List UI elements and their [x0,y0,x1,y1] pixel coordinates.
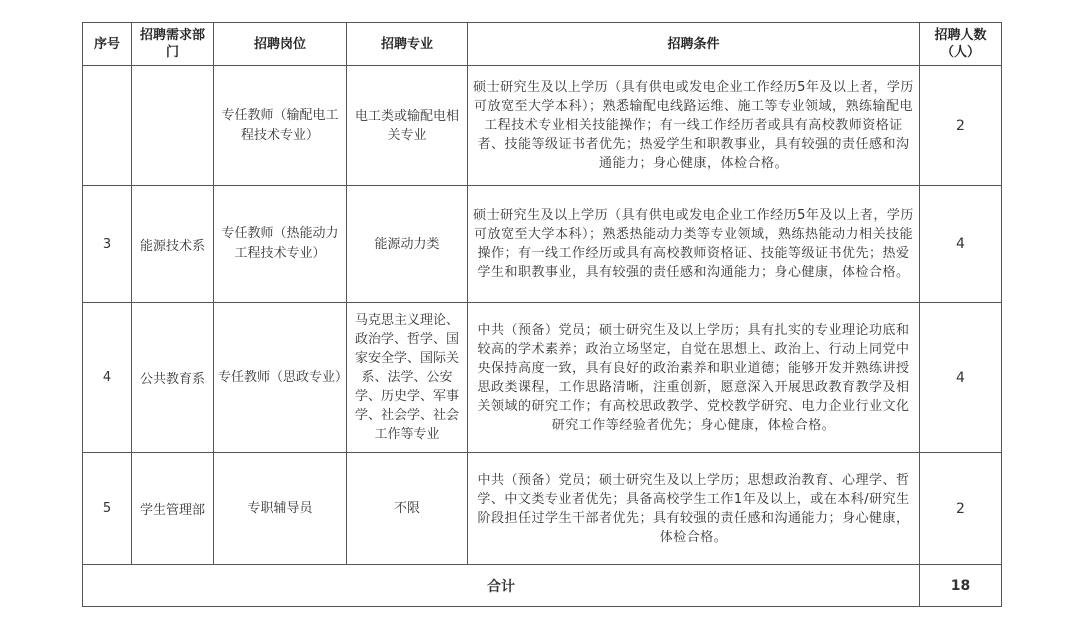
row-dept: 学生管理部 [132,453,214,565]
row-conditions: 中共（预备）党员；硕士研究生及以上学历；思想政治教育、心理学、哲学、中文类专业者优先；具备高校学生工作1年及以上，或在本科/研究生阶段担任过学生干部者优先；具有较强的责任感和沟通能力；身心健康，体检合格。 [468,453,920,565]
header-count: 招聘人数（人） [920,23,1002,66]
total-count: 18 [920,565,1002,607]
header-dept: 招聘需求部门 [132,23,214,66]
table-row [83,66,1002,186]
table-row [83,453,1002,565]
row-dept: 公共教育系 [132,303,214,453]
recruitment-table [82,22,1002,607]
total-label: 合计 [83,565,920,607]
row-major: 电工类或输配电相关专业 [347,66,468,186]
header-index: 序号 [83,23,132,66]
row-count: 4 [920,303,1002,453]
row-dept [132,66,214,186]
row-dept: 能源技术系 [132,186,214,303]
header-row [83,23,1002,66]
row-position: 专任教师（热能动力工程技术专业） [214,186,347,303]
row-index: 5 [83,453,132,565]
header-major: 招聘专业 [347,23,468,66]
row-position: 专任教师（输配电工程技术专业） [214,66,347,186]
row-conditions: 中共（预备）党员；硕士研究生及以上学历；具有扎实的专业理论功底和较高的学术素养；政治立场坚定，自觉在思想上、政治上、行动上同党中央保持高度一致，具有良好的政治素养和职业道德；能够开发并熟练讲授思政类课程，工作思路清晰，注重创新，愿意深入开展思政教育教学及相关领域的研究工作；有高校思政教学、党校教学研究、电力企业行业文化研究工作等经验者优先；身心健康，体检合格。 [468,303,920,453]
row-major: 能源动力类 [347,186,468,303]
row-count: 2 [920,66,1002,186]
row-index: 3 [83,186,132,303]
row-major: 马克思主义理论、政治学、哲学、国家安全学、国际关系、法学、公安学、历史学、军事学、社会学、社会工作等专业 [347,303,468,453]
table-row [83,186,1002,303]
row-position: 专职辅导员 [214,453,347,565]
row-index [83,66,132,186]
header-conditions: 招聘条件 [468,23,920,66]
table-row [83,303,1002,453]
row-count: 4 [920,186,1002,303]
total-row [83,565,1002,607]
row-index: 4 [83,303,132,453]
row-count: 2 [920,453,1002,565]
row-conditions: 硕士研究生及以上学历（具有供电或发电企业工作经历5年及以上者，学历可放宽至大学本科）；熟悉输配电线路运维、施工等专业领域，熟练输配电工程技术专业相关技能操作；有一线工作经历者或具有高校教师资格证者、技能等级证书者优先；热爱学生和职教事业，具有较强的责任感和沟通能力；身心健康，体检合格。 [468,66,920,186]
row-major: 不限 [347,453,468,565]
row-position: 专任教师（思政专业） [214,303,347,453]
row-conditions: 硕士研究生及以上学历（具有供电或发电企业工作经历5年及以上者，学历可放宽至大学本科）；熟悉热能动力类等专业领域，熟练热能动力相关技能操作；有一线工作经历或具有高校教师资格证、技能等级证书优先；热爱学生和职教事业，具有较强的责任感和沟通能力；身心健康，体检合格。 [468,186,920,303]
header-position: 招聘岗位 [214,23,347,66]
